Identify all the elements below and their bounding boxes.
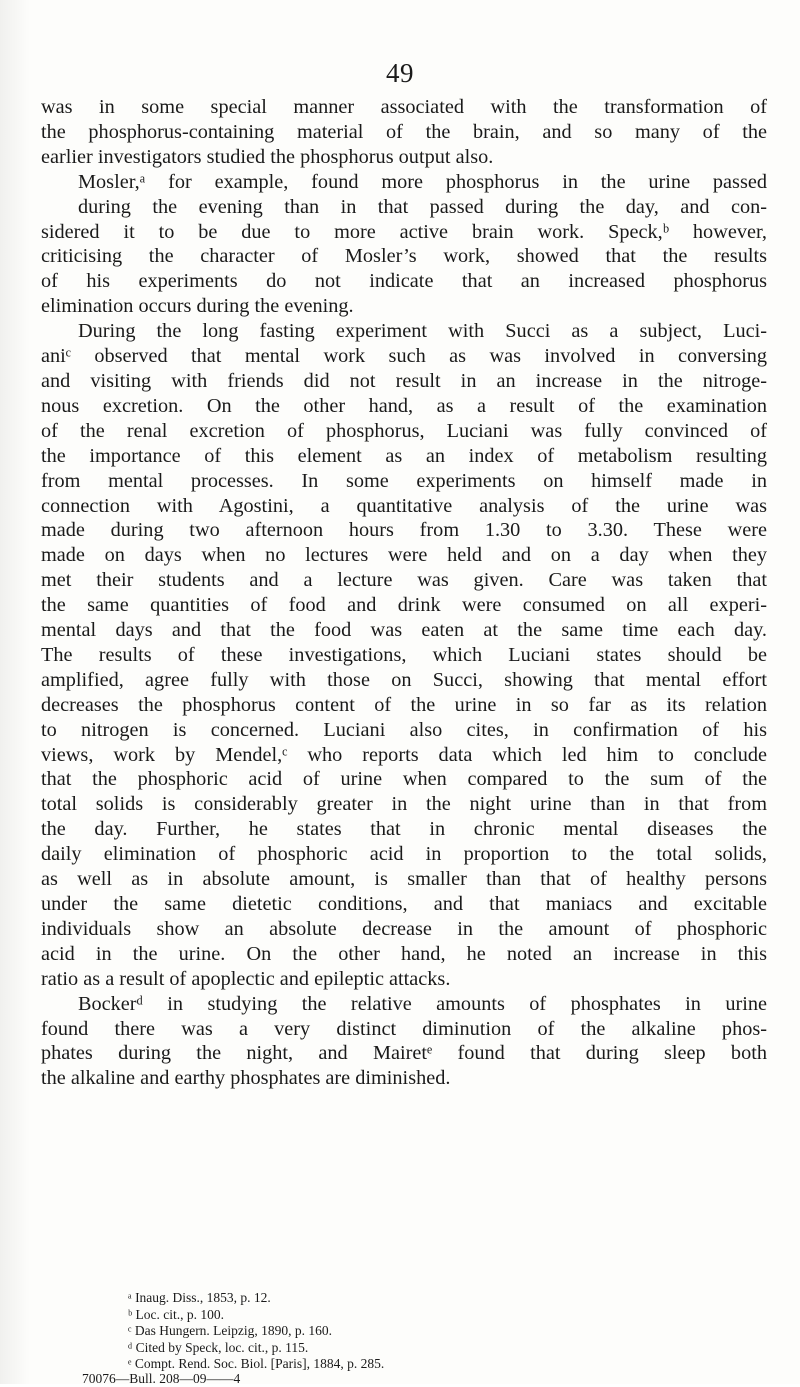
paragraph-bocker	[41, 992, 767, 1092]
text-line: to nitrogen is concerned. Luciani also cites, in confirmation of his	[41, 718, 767, 741]
text-line: that the phosphoric acid of urine when compared to the sum of the	[41, 768, 767, 791]
text-line: nous excretion. On the other hand, as a result of the examination	[41, 394, 767, 417]
text-line: acid in the urine. On the other hand, he noted an increase in this	[41, 942, 767, 965]
text-line: the alkaline and earthy phosphates are diminished.	[41, 1067, 451, 1090]
text-line: made on days when no lectures were held and on a day when they	[41, 544, 767, 567]
text-line: made during two afternoon hours from 1.30 to 3.30. These were	[41, 519, 767, 542]
text-line: decreases the phosphorus content of the urine in so far as its relation	[41, 693, 767, 716]
text-line: individuals show an absolute decrease in the amount of phosphoric	[41, 917, 767, 940]
text-line: daily elimination of phosphoric acid in proportion to the total solids,	[41, 843, 767, 866]
text-line: found there was a very distinct diminution of the alkaline phos-	[41, 1017, 767, 1040]
print-signature: 70076—Bull. 208—09——4	[82, 1371, 241, 1386]
text-line: during the evening than in that passed during the day, and con-	[78, 195, 767, 218]
footnote: ᶜ Das Hungern. Leipzig, 1890, p. 160.	[128, 1323, 333, 1339]
text-line: total solids is considerably greater in the night urine than in that from	[41, 793, 767, 816]
text-line: criticising the character of Mosler’s work, showed that the results	[41, 245, 767, 268]
text-line: aniᶜ observed that mental work such as was involved in conversing	[41, 345, 767, 368]
text-line: the importance of this element as an index of metabolism resulting	[41, 444, 767, 467]
text-line: as well as in absolute amount, is smaller than that of healthy persons	[41, 868, 767, 891]
text-line: of his experiments do not indicate that an increased phosphorus	[41, 270, 767, 293]
text-line: mental days and that the food was eaten at the same time each day.	[41, 619, 767, 642]
text-line: sidered it to be due to more active brain work. Speck,ᵇ however,	[41, 220, 767, 243]
page-edge-shadow	[0, 0, 30, 1384]
footnote: ᵈ Cited by Speck, loc. cit., p. 115.	[128, 1339, 309, 1355]
page-number: 49	[386, 58, 414, 88]
text-line: earlier investigators studied the phosphorus output also.	[41, 145, 494, 168]
text-line: Mosler,ᵃ for example, found more phosphorus in the urine passed	[78, 170, 767, 193]
footnotes	[128, 1290, 688, 1373]
text-line: of the renal excretion of phosphorus, Luciani was fully convinced of	[41, 419, 767, 442]
text-line: elimination occurs during the evening.	[41, 295, 354, 318]
paragraph-luciani	[41, 319, 767, 991]
text-line: the phosphorus-containing material of the brain, and so many of the	[41, 120, 767, 143]
text-line: the same quantities of food and drink were consumed on all experi-	[41, 594, 767, 617]
text-line: was in some special manner associated with the transformation of	[41, 96, 767, 118]
text-line: ratio as a result of apoplectic and epileptic attacks.	[41, 967, 451, 990]
text-line: the day. Further, he states that in chronic mental diseases the	[41, 818, 767, 841]
text-line: views, work by Mendel,ᶜ who reports data which led him to conclude	[41, 743, 767, 766]
text-line: During the long fasting experiment with Succi as a subject, Luci-	[78, 320, 767, 343]
text-line: amplified, agree fully with those on Succi, showing that mental effort	[41, 668, 767, 691]
text-line: The results of these investigations, which Luciani states should be	[41, 643, 767, 666]
footnote: ᵇ Loc. cit., p. 100.	[128, 1306, 225, 1322]
text-line: under the same dietetic conditions, and that maniacs and excitable	[41, 893, 767, 915]
text-line: met their students and a lecture was given. Care was taken that	[41, 569, 767, 592]
footnote: ᵉ Compt. Rend. Soc. Biol. [Paris], 1884, p. 285.	[128, 1356, 385, 1372]
text-line: phates during the night, and Mairetᵉ found that during sleep both	[41, 1042, 767, 1065]
body-text	[41, 95, 767, 1091]
text-line: Bockerᵈ in studying the relative amounts of phosphates in urine	[78, 992, 767, 1015]
paragraph-mosler	[41, 170, 767, 319]
text-line: connection with Agostini, a quantitative analysis of the urine was	[41, 494, 767, 517]
text-line: from mental processes. In some experiments on himself made in	[41, 469, 767, 492]
footnote: ᵃ Inaug. Diss., 1853, p. 12.	[128, 1290, 271, 1305]
paragraph-continued	[41, 95, 767, 170]
text-line: and visiting with friends did not result in an increase in the nitroge-	[41, 369, 767, 392]
